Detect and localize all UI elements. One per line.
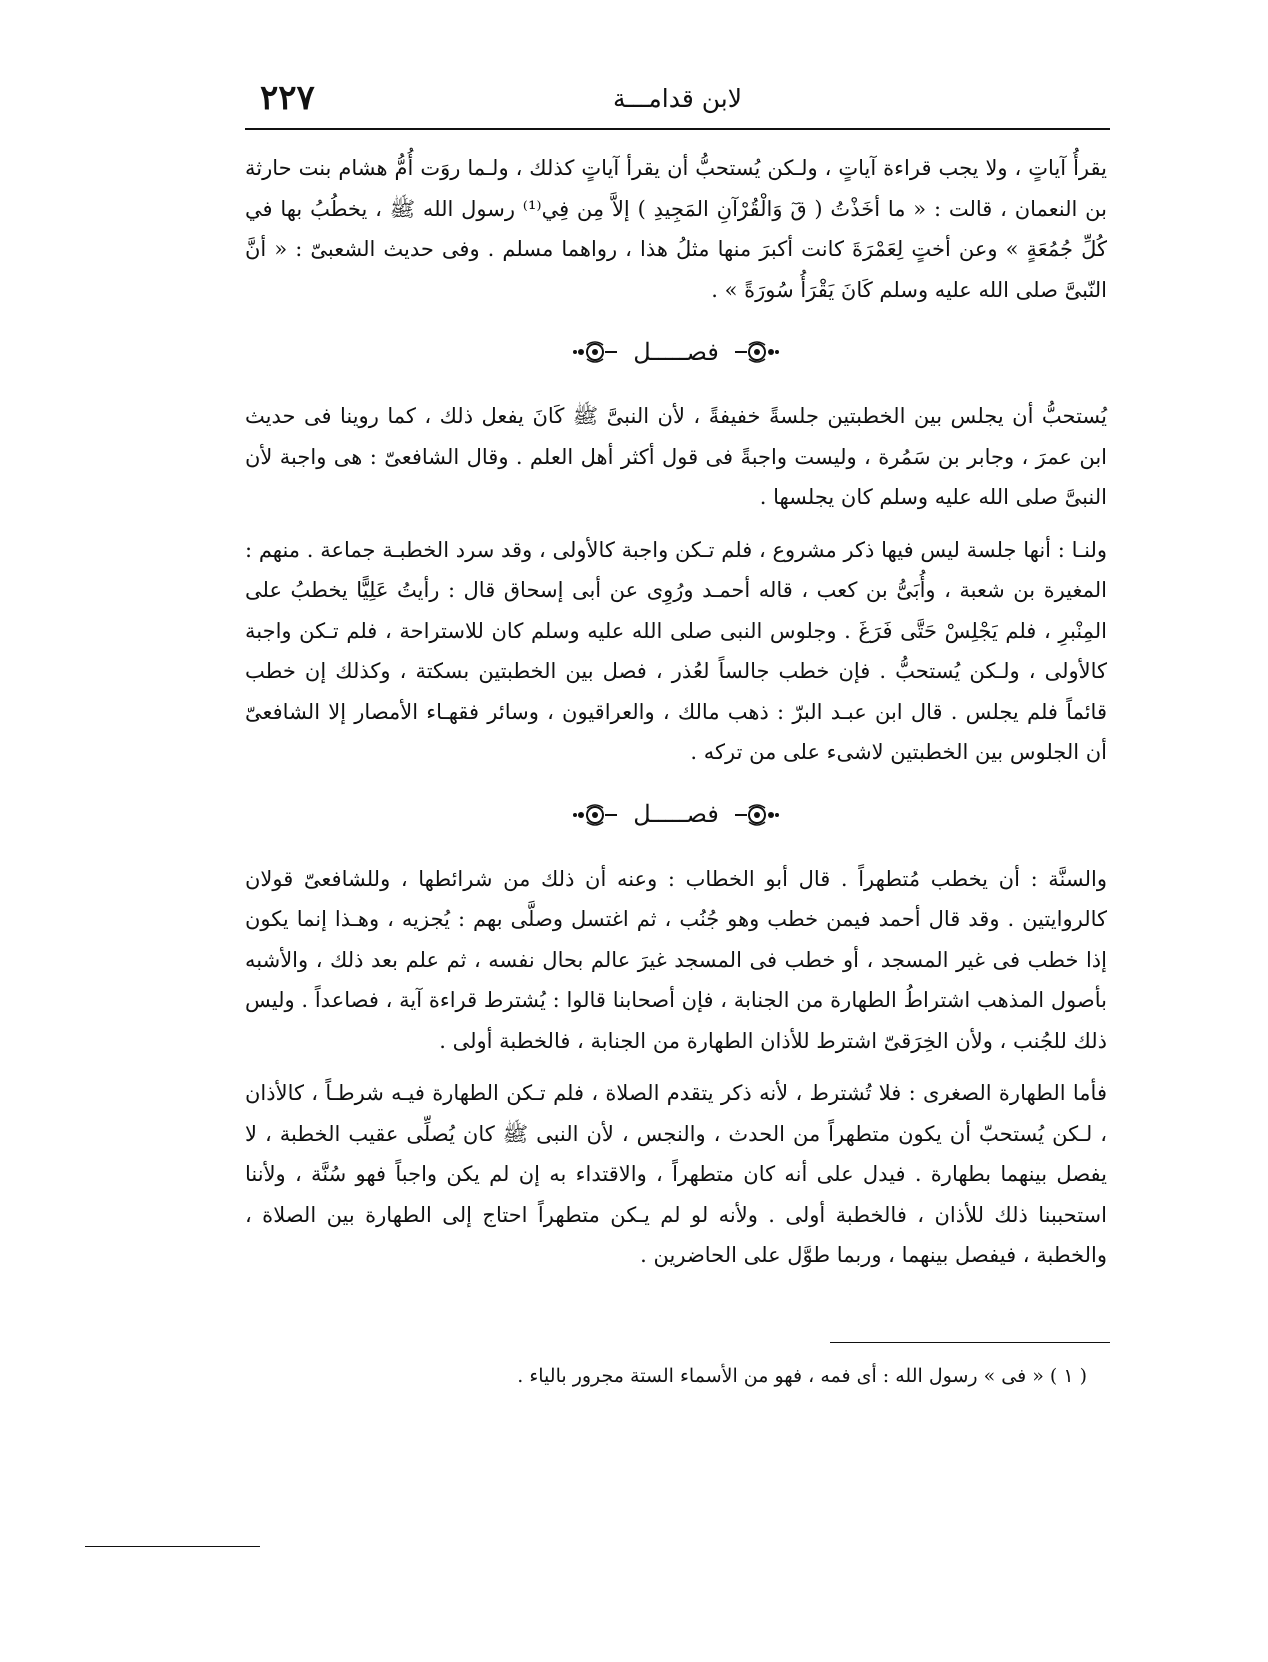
footnote-rule	[830, 1342, 1110, 1343]
running-title: لابن قدامـــة	[613, 84, 742, 113]
paragraph-3: ولنـا : أنها جلسة ليس فيها ذكر مشروع ، فلم تـكن واجبة كالأولى ، وقد سرد الخطبـة جماعة . منهم : المغيرة بن شعبة ، وأُبَىُّ بن كعب ، قاله أحمـد ورُوِى عن أبى إسحاق قال : رأيتُ عَلِيًّا يخطبُ على المِنْبرِ ، فلم يَجْلِسْ حَتَّى فَرَغَ . وجلوس النبى صلى الله عليه وسلم كان للاستراحة ، فلم تـكن واجبة كالأولى ، ولـكن يُستحبُّ . فإن خطب جالساً لعُذر ، فصل بين الخطبتين بسكتة ، وكذلك إن خطب قائماً فلم يجلس . قال ابن عبـد البرّ : ذهب مالك ، والعراقيون ، وسائر فقهـاء الأمصار إلا الشافعىّ أن الجلوس بين الخطبتين لاشىء على من تركه .	[245, 537, 1107, 764]
paragraph-5: فأما الطهارة الصغرى : فلا تُشترط ، لأنه ذكر يتقدم الصلاة ، فلم تـكن الطهارة فيـه شرطـاً ، كالأذان ، لـكن يُستحبّ أن يكون متطهراً من الحدث ، والنجس ، لأن النبى ﷺ كان يُصلِّى عقيب الخطبة ، لا يفصل بينهما بطهارة . فيدل على أنه كان متطهراً ، والاقتداء به إن لم يكن واجباً فهو سُنَّة ، ولأننا استحببنا ذلك للأذان ، فالخطبة أولى . ولأنه لو لم يـكن متطهراً احتاج إلى الطهارة بين الصلاة ، والخطبة ، فيفصل بينهما ، وربما طوَّل على الحاضرين .	[245, 1081, 1107, 1267]
paragraph-2: يُستحبُّ أن يجلس بين الخطبتين جلسةً خفيفةً ، لأن النبىَّ ﷺ كَانَ يفعل ذلك ، كما روينا فى حديث ابن عمرَ ، وجابر بن سَمُرة ، وليست واجبةً فى قول أكثر أهل العلم . وقال الشافعىّ : هى واجبة لأن النبىَّ صلى الله عليه وسلم كان يجلسها .	[245, 404, 1107, 509]
bottom-rule	[85, 1546, 260, 1547]
paragraph-1: يقرأُ آياتٍ ، ولا يجب قراءة آياتٍ ، ولـكن يُستحبُّ أن يقرأ آياتٍ كذلك ، ولـما روَت أُمُّ هشام بنت حارثة بن النعمان ، قالت : « ما أخَذْتُ ( قٓ وَالْقُرْآنِ المَجِيدِ ) إلاَّ مِن فِي⁽¹⁾ رسول الله ﷺ ، يخطُبُ بها في كُلِّ جُمُعَةٍ » وعن أختٍ لِعَمْرَةَ كانت أكبرَ منها مثلُ هذا ، رواهما مسلم . وفى حديث الشعبىّ : « أنَّ النّبىَّ صلى الله عليه وسلم كَانَ يَقْرَأُ سُورَةً » .	[245, 156, 1108, 302]
paragraph-4: والسنَّة : أن يخطب مُتطهراً . قال أبو الخطاب : وعنه أن ذلك من شرائطها ، وللشافعىّ قولان كالروايتين . وقد قال أحمد فيمن خطب وهو جُنُب ، ثم اغتسل وصلَّى بهم : يُجزيه ، وهـذا إنما يكون إذا خطب فى غير المسجد ، أو خطب فى المسجد غيرَ عالم بحال نفسه ، ثم علم بعد ذلك ، والأشبه بأصول المذهب اشتراطُ الطهارة من الجنابة ، فإن أصحابنا قالوا : يُشترط قراءة آية ، فصاعداً . وليس ذلك للجُنب ، ولأن الخِرَقىّ اشترط للأذان الطهارة من الجنابة ، فالخطبة أولى .	[245, 866, 1107, 1053]
section-heading-1	[245, 332, 1107, 372]
ornament-left-icon	[571, 804, 619, 826]
header-rule	[245, 128, 1110, 130]
heading-label: فصـــــل	[633, 800, 719, 829]
ornament-right-icon	[733, 341, 781, 363]
ornament-right-icon	[733, 804, 781, 826]
page-number: ٢٢٧	[260, 78, 315, 118]
heading-label: فصـــــل	[633, 337, 719, 366]
section-heading-2	[245, 795, 1107, 835]
footnote: ( ١ ) « فى » رسول الله : أى فمه ، فهو من الأسماء الستة مجرور بالياء .	[517, 1365, 1087, 1387]
page-header	[245, 78, 1110, 126]
main-text	[245, 148, 1107, 1276]
ornament-left-icon	[571, 341, 619, 363]
